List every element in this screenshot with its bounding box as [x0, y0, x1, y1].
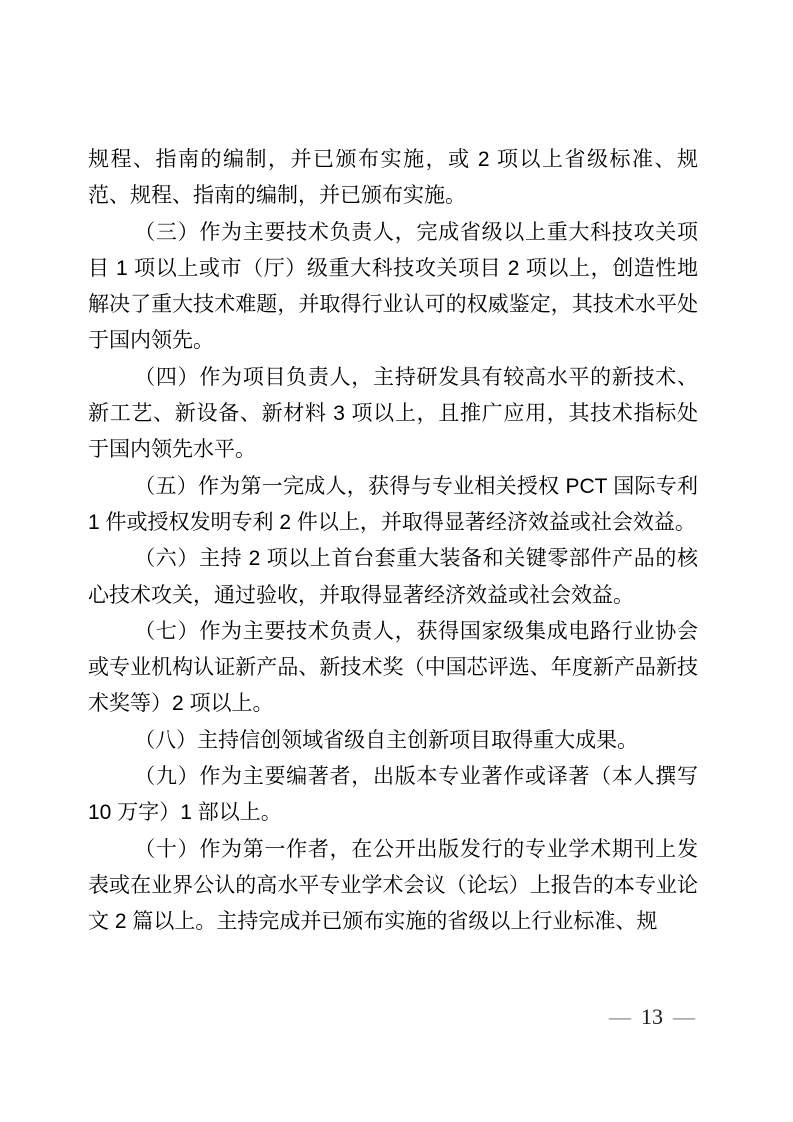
page-number-dash-left: — — [609, 1004, 631, 1029]
paragraph-item-3: （三）作为主要技术负责人，完成省级以上重大科技攻关项目 1 项以上或市（厅）级重大科技攻关项目 2 项以上，创造性地解决了重大技术难题，并取得行业认可的权威鉴定，其技术水平处于国内领先。 — [88, 220, 698, 353]
paragraph-continuation: 规程、指南的编制，并已颁布实施，或 2 项以上省级标准、规范、规程、指南的编制，并已颁布实施。 — [88, 148, 698, 208]
paragraph-item-6: （六）主持 2 项以上首台套重大装备和关键零部件产品的核心技术攻关，通过验收，并取得显著经济效益或社会效益。 — [88, 547, 698, 607]
paragraph-item-7: （七）作为主要技术负责人，获得国家级集成电路行业协会或专业机构认证新产品、新技术奖（中国芯评选、年度新产品新技术奖等）2 项以上。 — [88, 619, 698, 716]
paragraph-item-5: （五）作为第一完成人，获得与专业相关授权 PCT 国际专利 1 件或授权发明专利 2 件以上，并取得显著经济效益或社会效益。 — [88, 474, 698, 534]
page-number-dash-right: — — [673, 1004, 695, 1029]
page-number-value: 13 — [641, 1004, 663, 1029]
paragraph-item-9: （九）作为主要编著者，出版本专业著作或译著（本人撰写 10 万字）1 部以上。 — [88, 765, 698, 825]
paragraph-item-4: （四）作为项目负责人，主持研发具有较高水平的新技术、新工艺、新设备、新材料 3 项以上，且推广应用，其技术指标处于国内领先水平。 — [88, 365, 698, 462]
paragraph-item-8: （八）主持信创领域省级自主创新项目取得重大成果。 — [134, 728, 639, 752]
document-body — [88, 142, 698, 941]
paragraph-item-10: （十）作为第一作者，在公开出版发行的专业学术期刊上发表或在业界公认的高水平专业学术会议（论坛）上报告的本专业论文 2 篇以上。主持完成并已颁布实施的省级以上行业标准、规 — [88, 837, 698, 934]
page-number — [609, 1004, 695, 1030]
